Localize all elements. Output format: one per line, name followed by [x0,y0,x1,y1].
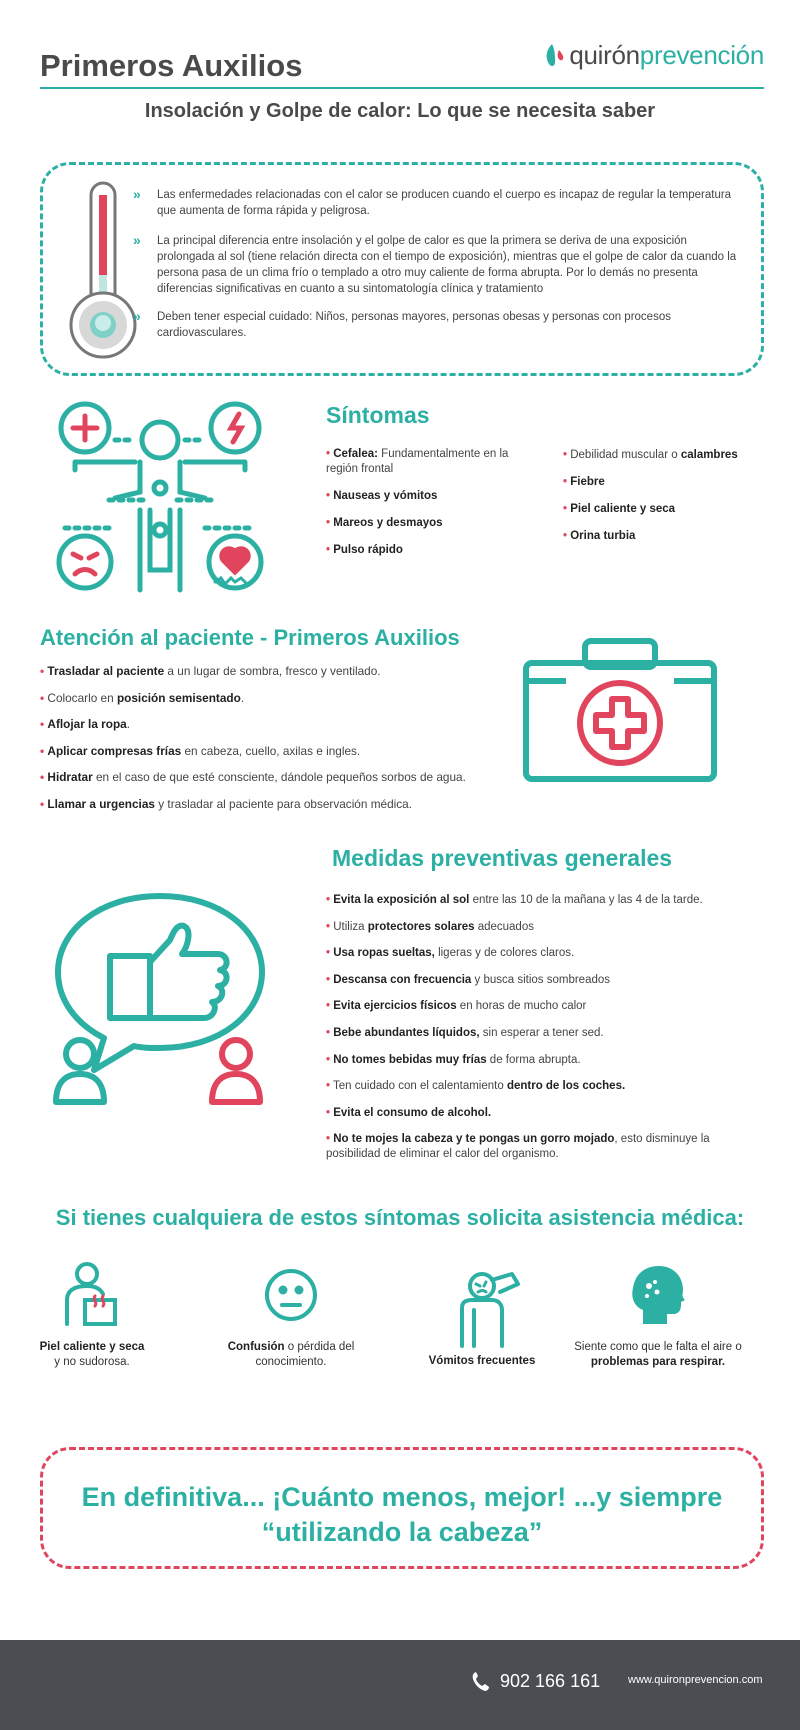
list-item: • Aplicar compresas frías en cabeza, cuello, axilas e ingles. [40,743,361,758]
logo-drop-icon [543,42,569,70]
vomiting-person-icon [442,1270,522,1350]
first-aid-title: Atención al paciente - Primeros Auxilios [40,625,460,650]
list-item: • Utiliza protectores solares adecuados [326,920,534,933]
intro-box [40,162,764,376]
alert-caption: Vómitos frecuentes [428,1355,536,1367]
list-item: • Evita ejercicios físicos en horas de mucho calor [326,1000,587,1013]
phone-contact[interactable] [470,1670,600,1692]
prevention-title: Medidas preventivas generales [332,845,673,871]
list-item: • Debilidad muscular o calambres [563,449,738,461]
alert-item [387,1270,577,1369]
website-link[interactable]: www.quironprevencion.com [628,1674,763,1686]
list-item: • Orina turbia [563,530,636,542]
list-item: • Llamar a urgencias y trasladar al paciente para observación médica. [40,796,413,811]
alert-item [196,1260,386,1370]
first-aid-kit-icon [520,635,720,785]
list-item: • Piel caliente y seca [563,503,676,515]
intro-point: » Las enfermedades relacionadas con el calor se producen cuando el cuerpo es incapaz de regular la temperatura que aumenta de forma rápida y peligrosa. [133,186,732,217]
list-item: • Mareos y desmayos [326,517,443,529]
list-item: • Ten cuidado con el calentamiento dentro de los coches. [326,1080,626,1093]
alert-item [0,1260,187,1370]
list-item: • Hidratar en el caso de que esté consciente, dándole pequeños sorbos de agua. [40,770,466,784]
list-item: • Evita la exposición al sol entre las 10 de la mañana y las 4 de la tarde. [326,894,703,906]
breathing-difficulty-icon [623,1260,693,1330]
quironprevencion-logo[interactable] [543,40,764,71]
list-item: • Cefalea: Fundamentalmente en la región frontal [326,448,509,475]
body-symptoms-icon [55,400,265,600]
thermometer-icon [63,175,143,365]
closing-box [40,1447,764,1569]
list-item: • Aflojar la ropa. [40,717,131,731]
list-item: • Bebe abundantes líquidos, sin esperar a tener sed. [326,1026,604,1039]
list-item: • No te mojes la cabeza y te pongas un gorro mojado, esto disminuye la posibilidad de eliminar el calor del organismo. [326,1133,710,1161]
list-item: • Usa ropas sueltas, ligeras y de colores claros. [326,947,575,960]
symptoms-list [563,448,763,556]
subtitle: Insolación y Golpe de calor: Lo que se necesita saber [144,100,656,122]
list-item: • Evita el consumo de alcohol. [326,1106,492,1119]
symptoms-title: Síntomas [326,402,430,428]
chevron-right-icon: » [133,186,141,202]
phone-icon [470,1670,490,1692]
phone-number: 902 166 161 [500,1670,601,1691]
intro-point: » La principal diferencia entre insolación y el golpe de calor es que la primera se deriva de una exposición prolongada al sol (tiene relación directa con el tiempo de exposición), mientras que el golpe de calor da cuando la persona pasa de un clima frío o templado a otro muy caliente de forma abrupta. Por lo demás no presenta diferencias significativas en cuanto a su sintomatología clínica y tratamiento [133,232,737,295]
list-item: • Trasladar al paciente a un lugar de sombra, fresco y ventilado. [40,664,381,678]
symptoms-list [326,447,526,570]
alert-caption: Siente como que le falta el aire o problemas para respirar. [574,1341,742,1368]
alert-caption: Confusión o pérdida del conocimiento. [227,1341,355,1368]
logo-text: quirónprevención [569,40,764,70]
thumbs-up-speech-icon [50,890,270,1110]
footer [0,1640,800,1730]
list-item: • No tomes bebidas muy frías de forma abrupta. [326,1053,581,1066]
chevron-right-icon: » [133,308,141,324]
prevention-list [326,893,726,1174]
closing-message: En definitiva... ¡Cuánto menos, mejor! ...y siempre “utilizando la cabeza” [81,1482,723,1547]
header-divider [40,87,764,89]
list-item: • Pulso rápido [326,544,403,556]
chevron-right-icon: » [133,232,141,248]
alert-caption: Piel caliente y seca y no sudorosa. [39,1341,145,1368]
list-item: • Fiebre [563,476,605,488]
intro-point: » Deben tener especial cuidado: Niños, personas mayores, personas obesas y personas con procesos cardiovasculares. [133,308,671,339]
confused-face-icon [256,1260,326,1330]
list-item: • Nauseas y vómitos [326,490,438,502]
list-item: • Descansa con frecuencia y busca sitios sombreados [326,973,611,986]
alert-item [563,1260,753,1370]
first-aid-list [40,664,466,823]
header [40,40,764,100]
hot-dry-skin-icon [57,1260,127,1330]
list-item: • Colocarlo en posición semisentado. [40,690,245,705]
page-title: Primeros Auxilios [40,48,303,83]
alert-title: Si tienes cualquiera de estos síntomas solicita asistencia médica: [55,1205,745,1230]
